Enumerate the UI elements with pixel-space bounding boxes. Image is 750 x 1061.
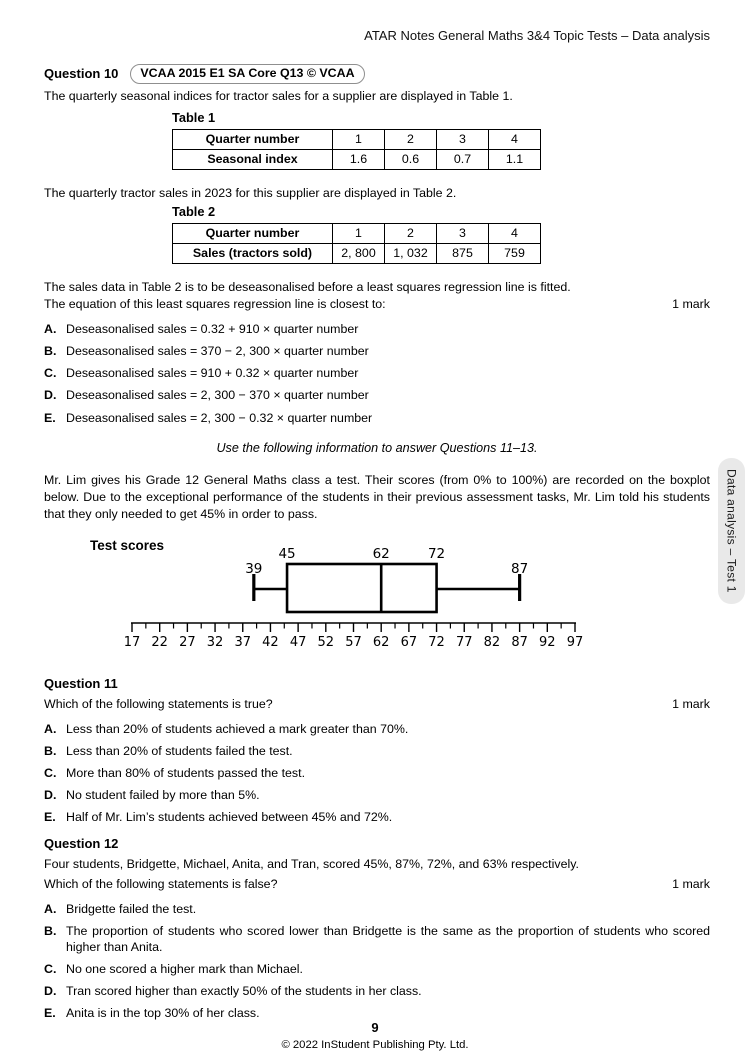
table-cell: Sales (tractors sold) [173,244,333,264]
q11-options [44,721,710,826]
q10-intro-2: The quarterly tractor sales in 2023 for this supplier are displayed in Table 2. [44,186,457,201]
svg-text:72: 72 [427,546,446,563]
table-cell: 875 [437,244,489,264]
svg-text:92: 92 [539,635,556,651]
svg-text:77: 77 [455,635,473,651]
q10-intro-1: The quarterly seasonal indices for tractor sales for a supplier are displayed in Table 1. [44,88,513,103]
option-d [44,983,710,999]
option-letter: D. [44,788,57,803]
table-cell: 1.6 [333,150,385,170]
section-instruction: Use the following information to answer Questions 11–13. [216,440,538,455]
svg-text:17: 17 [123,635,141,651]
table-1-block [172,109,710,170]
page-content [44,64,710,1028]
svg-text:57: 57 [345,635,362,651]
option-text: Bridgette failed the test. [66,901,197,916]
svg-text:42: 42 [262,635,279,651]
option-text: Deseasonalised sales = 0.32 + 910 × quarter number [66,322,359,337]
option-a [44,721,710,737]
option-e [44,809,710,825]
table-cell: 0.7 [437,150,489,170]
table-row [173,244,541,264]
svg-text:62: 62 [372,635,390,651]
option-letter: D. [44,984,57,999]
table-2-caption: Table 2 [172,203,216,219]
q12-question: Which of the following statements is false? [44,876,278,891]
option-letter: A. [44,721,57,736]
option-a [44,901,710,917]
option-letter: E. [44,1006,56,1021]
table-row [173,150,541,170]
q10-marks: 1 mark [672,297,710,312]
option-b [44,923,710,955]
vcaa-source-badge: VCAA 2015 E1 SA Core Q13 © VCAA [130,64,364,84]
option-text: Less than 20% of students achieved a mark greater than 70%. [66,721,409,736]
table-cell: 1.1 [489,150,541,170]
option-a [44,321,710,337]
option-letter: D. [44,388,57,403]
svg-text:72: 72 [428,635,445,651]
option-text: Deseasonalised sales = 910 + 0.32 × quarter number [66,366,359,381]
table-1 [172,129,541,170]
boxplot-svg [44,532,684,654]
stimulus-paragraph: Mr. Lim gives his Grade 12 General Maths class a test. Their scores (from 0% to 100%) are recorded on the boxplot below. Due to the exceptional performance of the students in their previous assessment tasks, Mr. Lim told his students that they only needed to get 45% in order to pass. [44,472,710,521]
q12-marks: 1 mark [672,876,710,891]
option-letter: C. [44,366,57,381]
svg-text:82: 82 [483,635,501,651]
question-12-title: Question 12 [44,836,119,852]
svg-text:37: 37 [234,635,252,651]
q10-question-line [44,296,710,313]
svg-text:47: 47 [289,635,307,651]
table-2 [172,223,541,264]
question-11-title: Question 11 [44,676,118,692]
table-cell: 3 [437,130,489,150]
q10-options [44,321,710,426]
table-row [173,224,541,244]
option-text: Tran scored higher than exactly 50% of the students in her class. [66,984,422,999]
question-10-heading-row [44,64,710,84]
svg-text:32: 32 [206,635,224,651]
option-text: More than 80% of students passed the test. [66,766,306,781]
option-text: No one scored a higher mark than Michael. [66,962,303,977]
option-text: Deseasonalised sales = 2, 300 − 0.32 × quarter number [66,410,373,425]
option-letter: B. [44,923,57,938]
table-cell: 4 [489,130,541,150]
option-letter: A. [44,901,57,916]
q12-intro: Four students, Bridgette, Michael, Anita, and Tran, scored 45%, 87%, 72%, and 63% respectively. [44,857,579,872]
table-cell: 1, 032 [385,244,437,264]
q11-marks: 1 mark [672,696,710,711]
option-letter: C. [44,766,57,781]
option-text: Less than 20% of students failed the test. [66,743,293,758]
q12-options [44,901,710,1022]
table-cell: 2 [385,224,437,244]
svg-text:67: 67 [400,635,418,651]
svg-text:52: 52 [317,635,335,651]
option-text: Deseasonalised sales = 370 − 2, 300 × quarter number [66,344,369,359]
question-12-section [44,835,710,1021]
option-e [44,410,710,426]
option-b [44,343,710,359]
option-text: No student failed by more than 5%. [66,788,260,803]
svg-text:87: 87 [511,635,528,651]
option-d [44,387,710,403]
option-letter: B. [44,743,57,758]
table-cell: 3 [437,224,489,244]
q10-body-2: The equation of this least squares regression line is closest to: [44,297,386,312]
table-cell: 2, 800 [333,244,385,264]
question-11-section [44,675,710,825]
table-cell: 1 [333,224,385,244]
option-letter: E. [44,410,56,425]
option-text: Anita is in the top 30% of her class. [66,1006,260,1021]
q11-question-line [44,696,710,713]
option-b [44,743,710,759]
table-cell: Quarter number [173,130,333,150]
option-text: Half of Mr. Lim’s students achieved between 45% and 72%. [66,810,393,825]
boxplot-figure [44,532,710,659]
option-c [44,365,710,381]
table-cell: 1 [333,130,385,150]
table-cell: 2 [385,130,437,150]
option-text: Deseasonalised sales = 2, 300 − 370 × quarter number [66,388,369,403]
table-2-block [172,203,710,264]
table-cell: Quarter number [173,224,333,244]
svg-text:87: 87 [511,561,529,578]
q11-question: Which of the following statements is true? [44,696,273,711]
table-cell: 4 [489,224,541,244]
question-10-title: Question 10 [44,66,119,82]
table-cell: 759 [489,244,541,264]
svg-text:Test scores: Test scores [90,538,165,554]
page-number: 9 [371,1019,379,1035]
page-footer [0,1019,750,1053]
page-header: ATAR Notes General Maths 3&4 Topic Tests – Data analysis [364,28,710,43]
table-row [173,130,541,150]
option-letter: B. [44,344,57,359]
svg-text:97: 97 [566,635,584,651]
option-c [44,961,710,977]
option-c [44,765,710,781]
table-cell: Seasonal index [173,150,333,170]
copyright-notice: © 2022 InStudent Publishing Pty. Ltd. [281,1038,469,1051]
svg-text:39: 39 [245,561,263,578]
svg-text:45: 45 [278,546,296,563]
option-text: The proportion of students who scored lower than Bridgette is the same as the proportion of students who scored higher than Anita. [66,923,710,955]
svg-text:62: 62 [372,546,390,563]
option-letter: A. [44,322,57,337]
q10-body-1: The sales data in Table 2 is to be deseasonalised before a least squares regression line is fitted. [44,280,571,295]
table-1-caption: Table 1 [172,109,216,125]
section-tab-label: Data analysis – Test 1 [724,469,739,593]
q12-question-line [44,876,710,893]
svg-text:27: 27 [179,635,196,651]
svg-text:22: 22 [151,635,168,651]
option-letter: C. [44,962,57,977]
option-d [44,787,710,803]
option-letter: E. [44,810,56,825]
section-tab [718,458,745,604]
table-cell: 0.6 [385,150,437,170]
